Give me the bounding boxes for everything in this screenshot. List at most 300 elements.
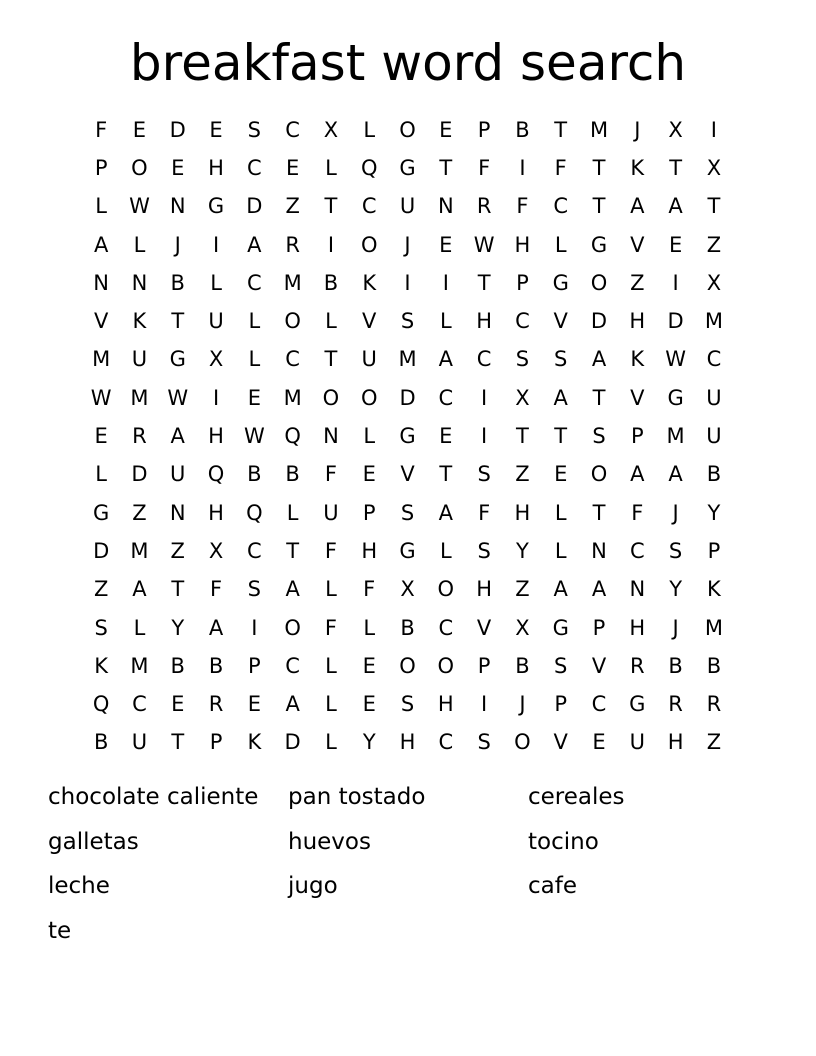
grid-letter: G	[207, 194, 225, 219]
grid-letter: B	[323, 270, 339, 295]
grid-letter: F	[478, 155, 491, 180]
grid-letter: T	[171, 730, 185, 755]
grid-letter: G	[93, 500, 110, 525]
grid-letter: E	[247, 692, 261, 717]
grid-letter: P	[477, 117, 491, 142]
grid-letter: U	[706, 385, 722, 410]
grid-letter: R	[208, 692, 224, 717]
grid-letter: E	[439, 424, 453, 449]
grid-letter: H	[514, 500, 531, 525]
grid-letter: K	[630, 347, 645, 372]
grid-letter: M	[704, 309, 723, 334]
grid-letter: J	[519, 692, 526, 717]
grid-letter: A	[93, 232, 109, 257]
grid-letter: S	[515, 347, 530, 372]
grid-letter: Z	[515, 462, 530, 487]
grid-letter: M	[130, 538, 149, 563]
grid-letter: C	[247, 538, 262, 563]
grid-letter: C	[706, 347, 722, 372]
grid-letter: V	[476, 615, 492, 640]
grid-letter: E	[439, 232, 453, 257]
grid-letter: B	[170, 653, 185, 678]
grid-letter: O	[514, 730, 531, 755]
grid-letter: K	[132, 309, 147, 334]
grid-letter: H	[208, 500, 224, 525]
grid-letter: H	[667, 730, 684, 755]
grid-letter: E	[439, 117, 453, 142]
grid-letter: L	[286, 500, 299, 525]
grid-letter: O	[284, 615, 301, 640]
grid-letter: L	[325, 155, 337, 180]
grid-letter: E	[247, 385, 261, 410]
grid-letter: W	[243, 424, 265, 449]
grid-letter: M	[666, 424, 685, 449]
grid-letter: N	[591, 538, 607, 563]
grid-letter: S	[400, 692, 415, 717]
grid-letter: L	[325, 577, 337, 602]
grid-letter: Q	[207, 462, 225, 487]
grid-letter: D	[93, 538, 110, 563]
grid-letter: O	[131, 155, 148, 180]
grid-letter: X	[323, 117, 339, 142]
grid-letter: D	[131, 462, 148, 487]
grid-letter: M	[283, 385, 302, 410]
grid-letter: I	[481, 692, 488, 717]
grid-letter: U	[361, 347, 377, 372]
grid-letter: I	[251, 615, 258, 640]
grid-letter: I	[212, 385, 220, 410]
grid-letter: L	[325, 309, 337, 334]
grid-letter: H	[437, 692, 454, 717]
grid-letter: L	[95, 462, 107, 487]
grid-letter: F	[324, 462, 337, 487]
grid-letter: Q	[360, 155, 378, 180]
grid-letter: D	[590, 309, 608, 334]
grid-letter: U	[629, 730, 645, 755]
grid-letter: F	[324, 538, 337, 563]
grid-letter: L	[325, 692, 337, 717]
word-list-item: chocolate caliente	[48, 784, 259, 810]
grid-letter: K	[94, 653, 109, 678]
grid-letter: Q	[92, 692, 110, 717]
grid-letter: F	[324, 615, 337, 640]
grid-letter: P	[248, 653, 261, 678]
grid-letter: T	[439, 155, 453, 180]
grid-letter: M	[589, 117, 609, 142]
grid-letter: F	[209, 577, 223, 602]
grid-letter: I	[404, 270, 411, 295]
grid-letter: G	[399, 424, 416, 449]
grid-letter: S	[247, 117, 261, 142]
grid-letter: X	[208, 347, 224, 372]
grid-letter: D	[667, 309, 684, 334]
grid-letter: A	[591, 347, 607, 372]
grid-letter: E	[209, 117, 223, 142]
grid-letter: C	[247, 155, 262, 180]
grid-letter: T	[171, 309, 185, 334]
grid-letter: X	[515, 385, 530, 410]
grid-letter: T	[592, 500, 606, 525]
grid-letter: Y	[362, 730, 376, 755]
grid-letter: M	[283, 270, 302, 295]
grid-letter: L	[133, 232, 146, 257]
grid-letter: A	[132, 577, 147, 602]
grid-letter: E	[171, 155, 185, 180]
grid-letter: J	[672, 500, 679, 525]
grid-letter: L	[95, 194, 107, 219]
grid-letter: X	[208, 538, 224, 563]
grid-letter: W	[167, 385, 189, 410]
grid-letter: B	[208, 653, 224, 678]
grid-letter: A	[630, 462, 645, 487]
grid-letter: H	[629, 615, 646, 640]
grid-letter: P	[554, 692, 568, 717]
grid-letter: S	[554, 653, 568, 678]
grid-letter: Z	[285, 194, 300, 219]
grid-letter: E	[362, 692, 376, 717]
grid-letter: A	[591, 577, 607, 602]
grid-letter: T	[592, 385, 606, 410]
grid-letter: M	[130, 653, 149, 678]
grid-letter: L	[248, 347, 261, 372]
grid-letter: L	[439, 538, 452, 563]
grid-letter: E	[668, 232, 683, 257]
grid-letter: A	[438, 347, 453, 372]
grid-letter: D	[246, 194, 263, 219]
grid-letter: O	[322, 385, 340, 410]
grid-letter: L	[133, 615, 146, 640]
grid-letter: U	[131, 730, 148, 755]
grid-letter: V	[630, 232, 645, 257]
grid-letter: T	[324, 194, 338, 219]
grid-letter: H	[399, 730, 416, 755]
word-list-item: cereales	[528, 784, 625, 810]
grid-letter: X	[706, 155, 722, 180]
grid-letter: O	[360, 385, 378, 410]
grid-letter: A	[170, 424, 185, 449]
word-list-item: pan tostado	[288, 784, 426, 810]
grid-letter: T	[286, 538, 300, 563]
grid-letter: X	[400, 577, 415, 602]
grid-letter: H	[208, 424, 224, 449]
grid-letter: L	[363, 615, 376, 640]
grid-letter: J	[174, 232, 181, 257]
grid-letter: O	[399, 653, 416, 678]
grid-letter: G	[399, 155, 416, 180]
grid-letter: W	[473, 232, 495, 257]
grid-letter: G	[399, 538, 416, 563]
grid-letter: T	[324, 347, 338, 372]
letter-grid	[82, 111, 733, 762]
grid-letter: O	[437, 653, 455, 678]
grid-letter: D	[399, 385, 416, 410]
grid-letter: C	[438, 385, 454, 410]
grid-letter: V	[630, 385, 645, 410]
grid-letter: Q	[284, 424, 301, 449]
grid-letter: Y	[516, 538, 529, 563]
grid-letter: S	[554, 347, 568, 372]
grid-letter: A	[668, 194, 683, 219]
grid-letter: H	[514, 232, 531, 257]
grid-letter: L	[325, 730, 337, 755]
grid-letter: L	[363, 424, 376, 449]
grid-letter: S	[668, 538, 683, 563]
grid-letter: C	[591, 692, 607, 717]
grid-letter: B	[247, 462, 262, 487]
grid-letter: D	[284, 730, 301, 755]
grid-letter: B	[400, 615, 415, 640]
grid-letter: I	[481, 385, 488, 410]
grid-letter: N	[169, 500, 186, 525]
word-list	[48, 777, 768, 956]
grid-letter: L	[554, 538, 567, 563]
grid-letter: E	[362, 462, 376, 487]
grid-letter: G	[169, 347, 186, 372]
grid-letter: A	[630, 194, 645, 219]
grid-letter: X	[515, 615, 530, 640]
grid-letter: A	[247, 232, 262, 257]
grid-letter: T	[592, 194, 606, 219]
grid-letter: L	[554, 500, 567, 525]
grid-letter: Z	[132, 500, 147, 525]
grid-letter: S	[477, 462, 491, 487]
grid-letter: E	[94, 424, 108, 449]
grid-letter: O	[360, 232, 378, 257]
grid-letter: U	[399, 194, 416, 219]
grid-letter: X	[706, 270, 722, 295]
grid-letter: A	[668, 462, 683, 487]
grid-letter: G	[552, 270, 569, 295]
grid-letter: N	[131, 270, 148, 295]
grid-letter: C	[285, 347, 300, 372]
grid-letter: P	[707, 538, 721, 563]
word-list-item: leche	[48, 873, 110, 900]
grid-letter: C	[438, 615, 454, 640]
grid-letter: T	[439, 462, 453, 487]
grid-letter: Z	[630, 270, 645, 295]
grid-letter: C	[132, 692, 147, 717]
grid-letter: M	[398, 347, 417, 372]
grid-letter: L	[210, 270, 222, 295]
grid-letter: L	[325, 653, 337, 678]
grid-letter: S	[247, 577, 261, 602]
grid-letter: O	[590, 270, 608, 295]
grid-letter: U	[131, 347, 148, 372]
grid-letter: T	[171, 577, 185, 602]
grid-letter: V	[553, 730, 568, 755]
grid-letter: N	[93, 270, 109, 295]
grid-letter: T	[554, 117, 568, 142]
grid-letter: Y	[707, 500, 721, 525]
grid-letter: O	[399, 117, 416, 142]
grid-letter: C	[553, 194, 569, 219]
grid-letter: V	[400, 462, 415, 487]
grid-letter: X	[668, 117, 683, 142]
grid-letter: P	[94, 155, 108, 180]
grid-letter: S	[400, 309, 415, 334]
grid-letter: P	[630, 424, 644, 449]
grid-letter: B	[515, 653, 530, 678]
grid-letter: F	[363, 577, 376, 602]
grid-letter: A	[285, 692, 300, 717]
grid-letter: R	[476, 194, 492, 219]
grid-letter: S	[477, 538, 491, 563]
grid-letter: F	[95, 117, 108, 142]
grid-letter: K	[247, 730, 262, 755]
grid-letter: P	[362, 500, 376, 525]
grid-letter: N	[169, 194, 186, 219]
grid-letter: A	[438, 500, 453, 525]
grid-letter: M	[92, 347, 111, 372]
grid-letter: G	[629, 692, 646, 717]
grid-letter: R	[630, 653, 645, 678]
page-title: breakfast word search	[129, 34, 687, 92]
grid-letter: B	[170, 270, 185, 295]
grid-letter: J	[404, 232, 411, 257]
grid-letter: P	[592, 615, 606, 640]
grid-letter: R	[132, 424, 147, 449]
grid-letter: H	[629, 309, 646, 334]
grid-letter: B	[515, 117, 530, 142]
grid-letter: C	[438, 730, 454, 755]
grid-letter: U	[706, 424, 722, 449]
grid-letter: H	[476, 309, 493, 334]
grid-letter: P	[209, 730, 223, 755]
grid-letter: G	[552, 615, 569, 640]
grid-letter: V	[362, 309, 377, 334]
grid-letter: V	[93, 309, 109, 334]
grid-letter: I	[442, 270, 449, 295]
grid-letter: W	[90, 385, 112, 410]
grid-letter: T	[477, 270, 491, 295]
grid-letter: I	[212, 232, 220, 257]
grid-letter: Y	[171, 615, 185, 640]
grid-letter: E	[362, 653, 376, 678]
grid-letter: O	[284, 309, 301, 334]
grid-letter: A	[553, 577, 568, 602]
grid-letter: C	[629, 538, 645, 563]
grid-letter: P	[516, 270, 529, 295]
grid-letter: I	[672, 270, 679, 295]
grid-letter: R	[706, 692, 722, 717]
grid-letter: L	[363, 117, 376, 142]
grid-letter: B	[706, 462, 722, 487]
grid-letter: R	[668, 692, 683, 717]
grid-letter: N	[629, 577, 646, 602]
grid-letter: L	[439, 309, 452, 334]
grid-letter: I	[519, 155, 526, 180]
grid-letter: U	[323, 500, 339, 525]
grid-letter: F	[554, 155, 567, 180]
grid-letter: H	[208, 155, 224, 180]
grid-letter: N	[437, 194, 454, 219]
grid-letter: Y	[669, 577, 683, 602]
grid-letter: M	[130, 385, 149, 410]
grid-letter: T	[554, 424, 568, 449]
word-list-item: cafe	[528, 873, 577, 900]
grid-letter: A	[553, 385, 568, 410]
grid-letter: J	[634, 117, 641, 142]
grid-letter: U	[208, 309, 224, 334]
grid-letter: K	[362, 270, 377, 295]
grid-letter: V	[591, 653, 607, 678]
grid-letter: C	[361, 194, 377, 219]
grid-letter: T	[707, 194, 721, 219]
grid-letter: Z	[170, 538, 185, 563]
grid-letter: M	[704, 615, 723, 640]
grid-letter: C	[285, 653, 300, 678]
grid-letter: O	[590, 462, 608, 487]
grid-letter: B	[285, 462, 300, 487]
grid-letter: H	[476, 577, 493, 602]
grid-letter: T	[516, 424, 529, 449]
grid-letter: S	[592, 424, 606, 449]
grid-letter: E	[171, 692, 185, 717]
word-list-item: huevos	[288, 828, 371, 855]
grid-letter: E	[285, 155, 300, 180]
grid-letter: F	[516, 194, 529, 219]
grid-letter: A	[208, 615, 224, 640]
grid-letter: I	[710, 117, 717, 142]
grid-letter: I	[481, 424, 488, 449]
grid-letter: C	[247, 270, 262, 295]
grid-letter: B	[706, 653, 722, 678]
grid-letter: A	[285, 577, 300, 602]
grid-letter: L	[554, 232, 567, 257]
grid-letter: S	[94, 615, 108, 640]
grid-letter: E	[132, 117, 147, 142]
grid-letter: Z	[515, 577, 530, 602]
grid-letter: J	[672, 615, 679, 640]
word-list-item: tocino	[528, 828, 599, 855]
grid-letter: L	[248, 309, 261, 334]
grid-letter: I	[327, 232, 335, 257]
grid-letter: K	[630, 155, 645, 180]
grid-letter: Q	[246, 500, 263, 525]
grid-letter: H	[361, 538, 378, 563]
grid-letter: T	[669, 155, 683, 180]
word-list-item: galletas	[48, 828, 139, 855]
grid-letter: G	[590, 232, 608, 257]
word-list-item: jugo	[288, 873, 338, 900]
grid-letter: U	[170, 462, 186, 487]
grid-letter: Z	[706, 730, 722, 755]
grid-letter: B	[93, 730, 109, 755]
grid-letter: G	[667, 385, 684, 410]
grid-letter: V	[553, 309, 568, 334]
grid-letter: E	[592, 730, 606, 755]
grid-letter: Z	[706, 232, 722, 257]
grid-letter: P	[477, 653, 491, 678]
grid-letter: K	[707, 577, 721, 602]
grid-letter: O	[437, 577, 455, 602]
grid-letter: W	[129, 194, 150, 219]
grid-letter: F	[631, 500, 644, 525]
grid-letter: F	[478, 500, 491, 525]
grid-letter: W	[665, 347, 686, 372]
grid-letter: T	[592, 155, 606, 180]
grid-letter: B	[668, 653, 683, 678]
grid-letter: S	[400, 500, 415, 525]
word-list-item: te	[48, 918, 72, 945]
grid-letter: C	[476, 347, 492, 372]
grid-letter: E	[554, 462, 568, 487]
grid-letter: R	[285, 232, 300, 257]
grid-letter: D	[169, 117, 186, 142]
grid-letter: N	[323, 424, 339, 449]
grid-letter: Z	[93, 577, 109, 602]
grid-letter: C	[515, 309, 530, 334]
